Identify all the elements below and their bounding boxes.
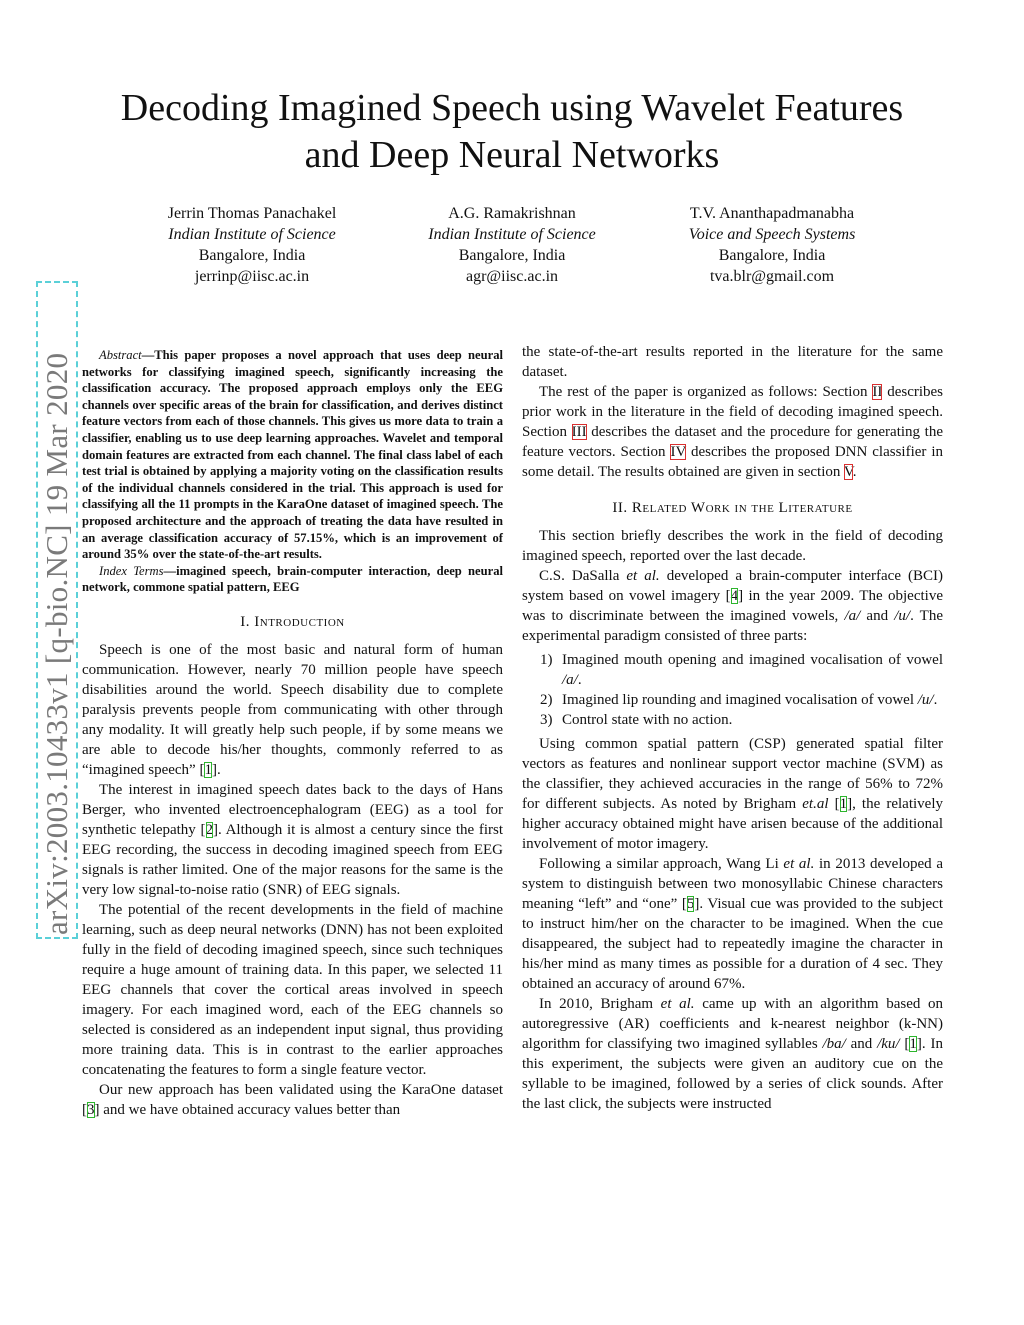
title-line-2: and Deep Neural Networks (304, 134, 720, 176)
list-item: 2) Imagined lip rounding and imagined vocalisation of vowel /u/. (540, 692, 938, 708)
citation-link[interactable]: 2 (205, 821, 213, 838)
abstract-text: —This paper proposes a novel approach that uses deep neural networks for classifying imagined speech, significantly increasing the classification accuracy. The proposed approach employs only the EEG channels over specific areas of the brain for classification, and derives distinct feature vectors from each of those channels. This gives us more data to train a classifier, enabling us to use deep learning approaches. Wavelet and temporal domain features are extracted from each channel. The final class label of each test trial is obtained by applying a majority voting on the classification results of the individual channels considered in the trial. This approach is used for classifying all the 11 prompts in the KaraOne dataset of imagined speech. The proposed architecture and the approach of treating the data have resulted in an average classification accuracy of 57.15%, which is an improvement of around 35% over the state-of-the-art results. (82, 348, 503, 562)
arxiv-identifier: arXiv:2003.10433v1 [q-bio.NC] 19 Mar 2020 (40, 285, 74, 935)
section-link[interactable]: II (872, 384, 883, 400)
author-block-3 (652, 203, 892, 287)
abstract-label: Abstract (99, 348, 142, 362)
author-name: Jerrin Thomas Panachakel (167, 205, 337, 222)
paragraph: The rest of the paper is organized as follows: Section II describes prior work in the literature in the field of decoding imagined speech. Section III describes the dataset and the procedure for generating the feature vectors. Section IV describes the proposed DNN classifier in some detail. The results obtained are given in section V. (522, 384, 944, 480)
section-heading-introduction: I. Introduction (240, 613, 345, 630)
citation-link[interactable]: 1 (839, 796, 848, 812)
paragraph: Following a similar approach, Wang Li et al. in 2013 developed a system to distinguish between two monosyllabic Chinese characters meaning “left” and “one” [5]. Visual cue was provided to the subject to instruct him/her on the character to be imagined. When the cue disappeared, the subject had to repeatedly imagine the character in his/her mind as many times as possible for a duration of 4 sec. They obtained an accuracy of around 67%. (522, 856, 943, 992)
paragraph: the state-of-the-art results reported in the literature for the same dataset. (522, 344, 943, 380)
section-link[interactable]: III (571, 424, 587, 440)
author-block-2 (392, 203, 632, 287)
paragraph: Our new approach has been validated using the KaraOne dataset [3] and we have obtained accuracy values better than (82, 1081, 503, 1118)
author-block-1 (132, 203, 372, 287)
author-email: jerrinp@iisc.ac.in (194, 268, 310, 285)
index-terms-label: Index Terms (99, 563, 164, 578)
abstract (82, 347, 503, 563)
author-affiliation: Indian Institute of Science (428, 226, 596, 243)
right-column (522, 342, 943, 1114)
list-item: 3) Control state with no action. (540, 712, 733, 728)
paper-title (70, 85, 954, 179)
author-name: A.G. Ramakrishnan (448, 205, 576, 222)
author-location: Bangalore, India (458, 247, 566, 264)
author-email: agr@iisc.ac.in (465, 268, 559, 285)
left-column (82, 342, 503, 1120)
title-line-1: Decoding Imagined Speech using Wavelet Features (120, 87, 904, 129)
paragraph: This section briefly describes the work in the field of decoding imagined speech, reported over the last decade. (522, 528, 943, 564)
section-link[interactable]: IV (670, 444, 687, 460)
paragraph: C.S. DaSalla et al. developed a brain-computer interface (BCI) system based on vowel imagery [4] in the year 2009. The objective was to discriminate between the imagined vowels, /a/ and /u/. The experimental paradigm consisted of three parts: (522, 568, 943, 644)
author-affiliation: Voice and Speech Systems (688, 226, 856, 243)
citation-link[interactable]: 1 (204, 761, 212, 778)
citation-link[interactable]: 3 (87, 1101, 95, 1118)
index-terms (82, 563, 503, 596)
index-terms-text: —imagined speech, brain-computer interaction, deep neural network, commone spatial pattern, EEG (82, 563, 504, 595)
citation-link[interactable]: 4 (730, 588, 739, 604)
section-heading-related-work: II. Related Work in the Literature (612, 500, 853, 516)
paragraph: The potential of the recent developments in the field of machine learning, such as deep neural networks (DNN) has not been exploited fully in the field of decoding imagined speech, since such techniques require a huge amount of training data. In this paper, we selected 11 EEG channels that cover the cortical areas involved in speech imagery. For each imagined word, each of the EEG channels so selected is considered as an independent input signal, thus providing more training data. This is in contrast to the earlier approaches concatenating the features to form a single feature vector. (82, 901, 503, 1078)
section-link[interactable]: V (843, 464, 853, 480)
paragraph: Speech is one of the most basic and natural form of human communication. However, nearly 70 million people have speech disabilities around the world. Speech disability due to complete paralysis prevents people from communicating with other through any modality. It will greatly help such people, if by some means we are able to decode his/her thoughts, commonly referred to as “imagined speech” [1]. (82, 641, 503, 778)
paragraph: The interest in imagined speech dates back to the days of Hans Berger, who invented electroencephalogram (EEG) as a tool for synthetic telepathy [2]. Although it is almost a century since the first EEG recording, the success in decoding imagined speech from EEG signals is rather limited. One of the major reasons for the same is the very low signal-to-noise ratio (SNR) of EEG signals. (82, 781, 503, 898)
list-item: 1) Imagined mouth opening and imagined vocalisation of vowel /a/. (540, 652, 943, 688)
paradigm-list (522, 650, 943, 730)
paragraph: In 2010, Brigham et al. came up with an algorithm based on autoregressive (AR) coefficients and k-nearest neighbor (k-NN) algorithm for classifying two imagined syllables /ba/ and /ku/ [1]. In this experiment, the subjects were given an auditory cue on the syllable to be imagined, followed by a series of click sounds. After the last click, the subjects were instructed (522, 996, 943, 1112)
citation-link[interactable]: 1 (909, 1036, 917, 1052)
author-location: Bangalore, India (718, 247, 826, 264)
author-name: T.V. Ananthapadmanabha (689, 205, 855, 222)
author-affiliation: Indian Institute of Science (168, 226, 336, 243)
author-email: tva.blr@gmail.com (709, 268, 835, 285)
citation-link[interactable]: 5 (686, 896, 695, 912)
author-location: Bangalore, India (198, 247, 306, 264)
paragraph: Using common spatial pattern (CSP) generated spatial filter vectors as features and nonlinear support vector machine (SVM) as the classifier, they achieved accuracies in the range of 56% to 72% for different subjects. As noted by Brigham et.al [1], the relatively higher accuracy obtained might have arisen because of the additional involvement of motor imagery. (522, 736, 943, 852)
